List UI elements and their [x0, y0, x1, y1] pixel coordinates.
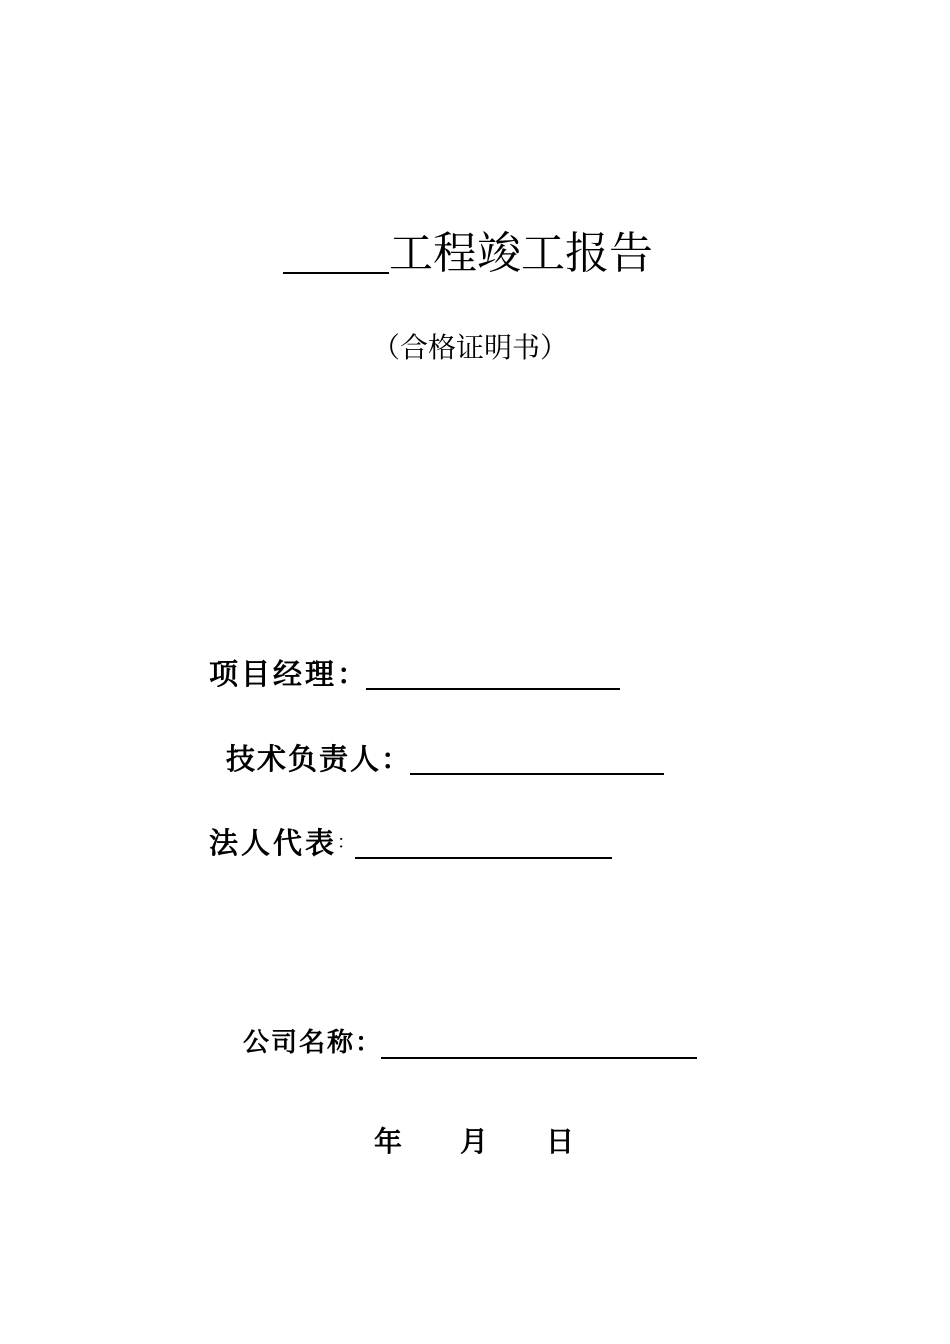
date-day: 日	[546, 1125, 575, 1158]
project-manager-colon: ：	[337, 657, 367, 691]
technical-lead-field[interactable]	[410, 743, 664, 775]
legal-rep-label: 法人代表	[209, 826, 338, 860]
legal-rep-field[interactable]	[355, 827, 612, 859]
company-name-colon: ：	[355, 1028, 382, 1058]
date-month: 月	[460, 1125, 489, 1158]
legal-rep-row	[209, 825, 612, 861]
project-manager-row	[209, 656, 620, 692]
report-subtitle: （合格证明书）	[372, 331, 569, 364]
project-manager-field[interactable]	[366, 658, 620, 690]
technical-lead-label: 技术负责人	[226, 742, 382, 776]
company-name-label: 公司名称	[243, 1028, 356, 1058]
date-row	[374, 1124, 574, 1160]
technical-lead-row	[226, 741, 664, 777]
project-manager-label: 项目经理	[209, 657, 338, 691]
company-name-row	[243, 1025, 697, 1061]
report-title	[283, 224, 653, 284]
date-year: 年	[374, 1125, 403, 1158]
title-text: 工程竣工报告	[389, 228, 653, 279]
legal-rep-colon: ：	[337, 832, 356, 853]
company-name-field[interactable]	[381, 1027, 697, 1059]
project-name-blank[interactable]	[283, 228, 389, 274]
technical-lead-colon: ：	[381, 742, 411, 776]
